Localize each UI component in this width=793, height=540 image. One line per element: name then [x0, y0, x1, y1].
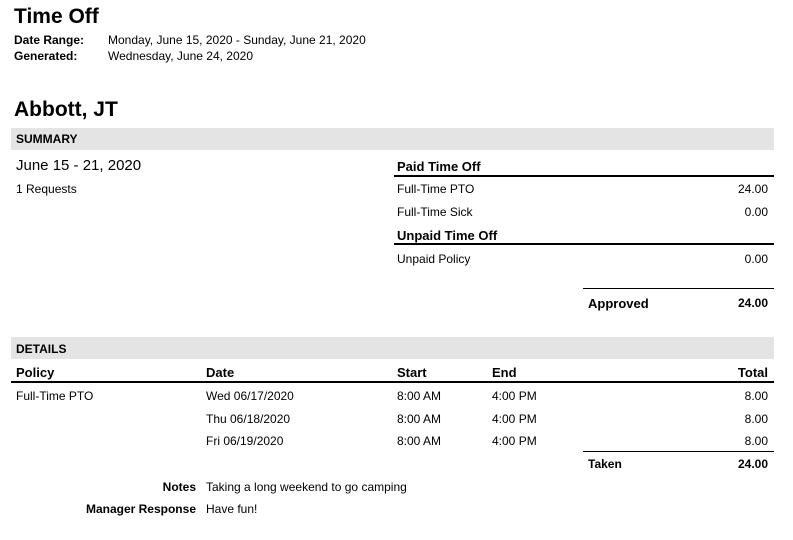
- details-section-header: [11, 337, 774, 359]
- detail-total: 8.00: [744, 412, 768, 426]
- summary-section-header: [11, 128, 774, 150]
- column-header-end: End: [492, 365, 517, 380]
- taken-value: 24.00: [737, 457, 768, 471]
- column-header-start: Start: [397, 365, 427, 380]
- unpaid-row-value: 0.00: [744, 252, 768, 266]
- manager-response-label: Manager Response: [85, 502, 196, 516]
- details-header-rule: [11, 381, 774, 383]
- approved-label: Approved: [588, 296, 649, 311]
- taken-rule: [583, 451, 774, 452]
- column-header-policy: Policy: [16, 365, 55, 380]
- details-heading: DETAILS: [16, 342, 67, 356]
- detail-date: Thu 06/18/2020: [206, 412, 291, 426]
- unpaid-heading-rule: [394, 243, 774, 245]
- summary-request-count: 1 Requests: [16, 182, 77, 196]
- manager-response-value: Have fun!: [206, 502, 258, 516]
- paid-row-value: 24.00: [737, 182, 768, 196]
- notes-label: Notes: [162, 480, 196, 494]
- detail-start: 8:00 AM: [397, 434, 442, 448]
- paid-heading-rule: [394, 175, 774, 177]
- employee-name: Abbott, JT: [14, 98, 118, 121]
- unpaid-time-off-heading: Unpaid Time Off: [397, 228, 498, 243]
- paid-row-value: 0.00: [744, 205, 768, 219]
- column-header-date: Date: [206, 365, 235, 380]
- detail-end: 4:00 PM: [492, 412, 537, 426]
- summary-heading: SUMMARY: [16, 132, 78, 146]
- paid-row-label: Full-Time Sick: [397, 205, 473, 219]
- generated-value: Wednesday, June 24, 2020: [108, 49, 253, 63]
- detail-start: 8:00 AM: [397, 412, 442, 426]
- approved-rule: [583, 288, 774, 289]
- paid-row-label: Full-Time PTO: [397, 182, 475, 196]
- detail-start: 8:00 AM: [397, 389, 442, 403]
- detail-date: Fri 06/19/2020: [206, 434, 284, 448]
- date-range-value: Monday, June 15, 2020 - Sunday, June 21, 2020: [108, 33, 366, 47]
- generated-label: Generated:: [14, 49, 78, 63]
- paid-time-off-heading: Paid Time Off: [397, 159, 481, 174]
- taken-label: Taken: [588, 457, 622, 471]
- detail-end: 4:00 PM: [492, 389, 537, 403]
- approved-value: 24.00: [737, 296, 768, 310]
- detail-end: 4:00 PM: [492, 434, 537, 448]
- summary-period: June 15 - 21, 2020: [16, 157, 142, 174]
- detail-total: 8.00: [744, 389, 768, 403]
- column-header-total: Total: [737, 365, 768, 380]
- unpaid-row-label: Unpaid Policy: [397, 252, 471, 266]
- report-title: Time Off: [14, 5, 99, 28]
- notes-value: Taking a long weekend to go camping: [206, 480, 407, 494]
- detail-policy: Full-Time PTO: [16, 389, 94, 403]
- date-range-label: Date Range:: [14, 33, 85, 47]
- detail-date: Wed 06/17/2020: [206, 389, 294, 403]
- detail-total: 8.00: [744, 434, 768, 448]
